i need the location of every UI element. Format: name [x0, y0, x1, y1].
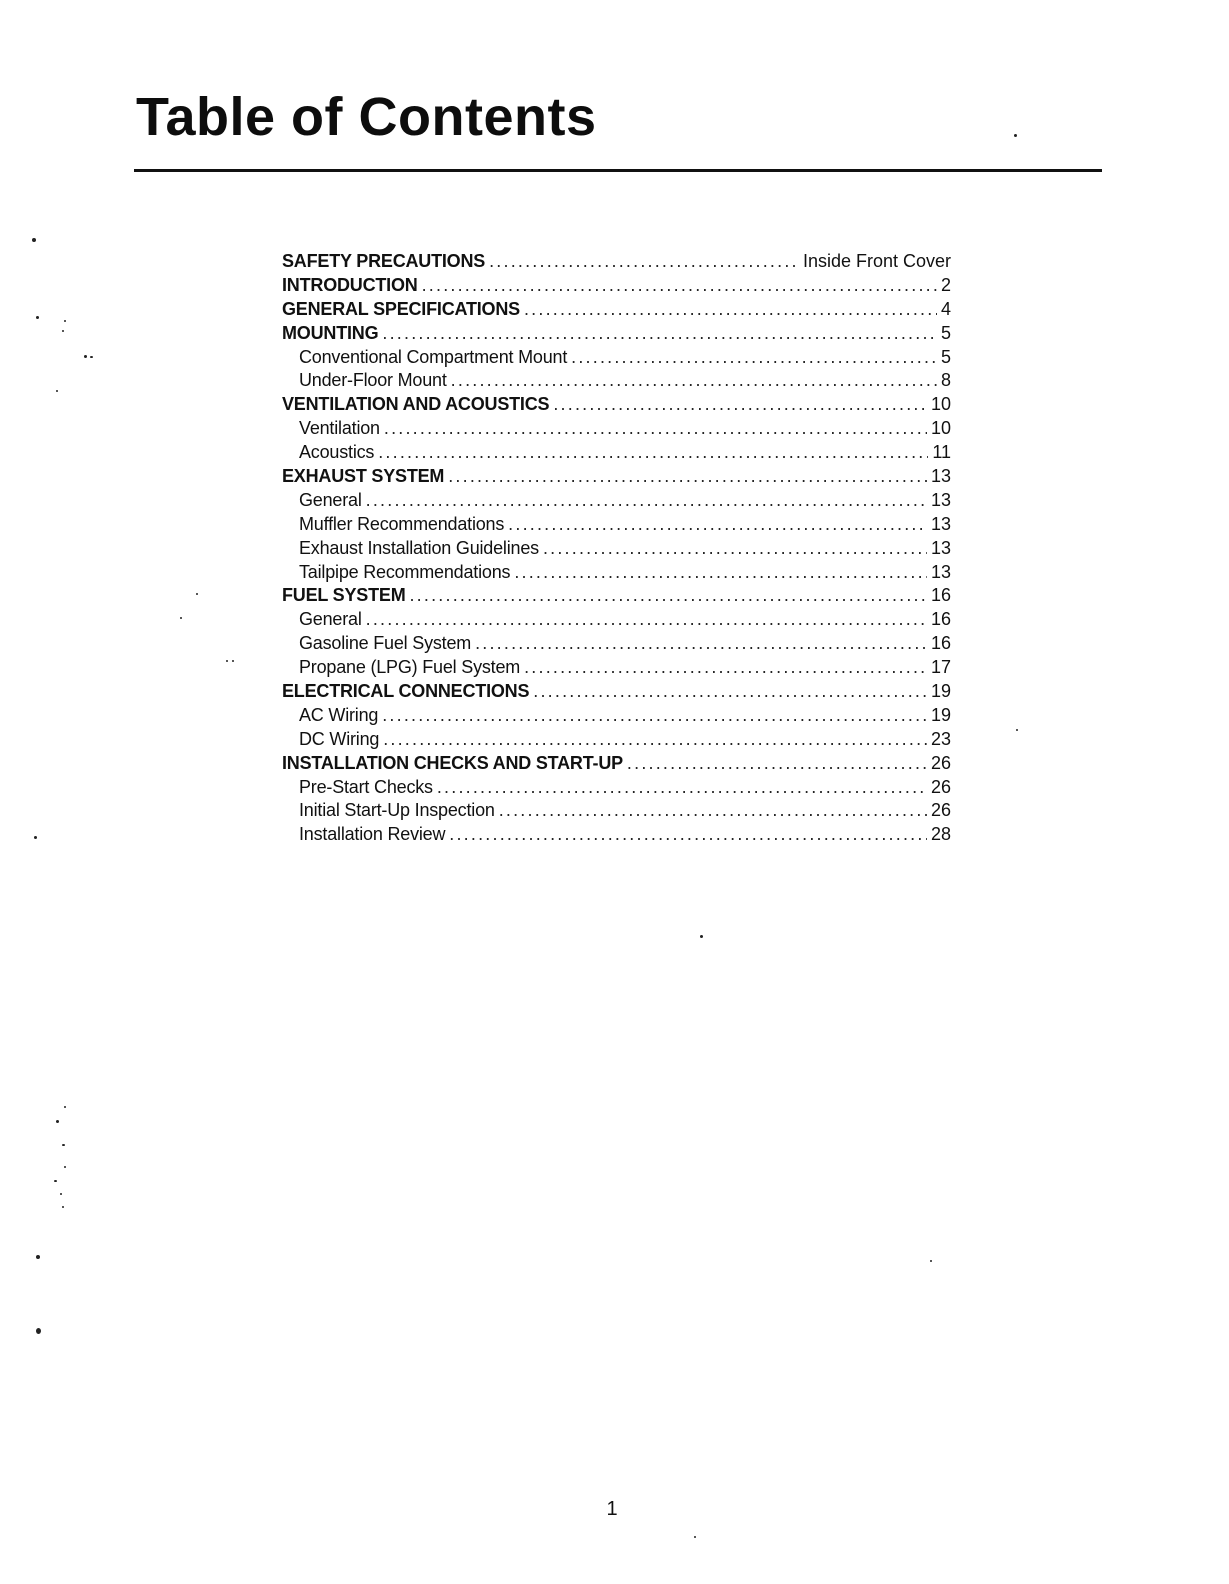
toc-entry-page: 4: [940, 298, 951, 319]
table-of-contents: [282, 250, 951, 847]
toc-entry-page: 16: [930, 585, 951, 606]
toc-entry-page: 16: [930, 609, 951, 630]
toc-subsection-entry: [282, 489, 951, 513]
scan-speck: [54, 1180, 57, 1182]
scan-speck: [56, 1120, 59, 1123]
scan-speck: [56, 390, 58, 392]
scan-speck: [60, 1193, 62, 1195]
toc-entry-label: Pre-Start Checks: [299, 776, 433, 797]
scan-speck: [64, 1166, 66, 1168]
toc-entry-label: Tailpipe Recommendations: [299, 561, 511, 582]
scan-speck: [694, 1536, 696, 1538]
toc-subsection-entry: [282, 346, 951, 370]
page-title: Table of Contents: [136, 87, 597, 147]
toc-entry-label: MOUNTING: [282, 322, 379, 343]
page-number: 1: [606, 1498, 618, 1520]
toc-entry-label: FUEL SYSTEM: [282, 585, 406, 606]
toc-entry-label: SAFETY PRECAUTIONS: [282, 251, 486, 271]
dot-leader: [524, 656, 927, 680]
scan-speck: [36, 1255, 40, 1259]
toc-entry-page: 28: [930, 824, 951, 845]
toc-entry-page: 17: [930, 657, 951, 678]
toc-entry-page: 13: [930, 489, 951, 510]
scan-speck: [32, 238, 36, 242]
toc-subsection-entry: [282, 608, 951, 632]
scan-speck: [90, 356, 93, 358]
toc-subsection-entry: [282, 561, 951, 585]
toc-entry-page: 13: [930, 513, 951, 534]
dot-leader: [489, 250, 799, 274]
scan-speck: [232, 660, 234, 662]
toc-entry-label: GENERAL SPECIFICATIONS: [282, 298, 520, 319]
toc-entry-label: Acoustics: [299, 442, 375, 463]
toc-entry-page: 23: [930, 728, 951, 749]
toc-entry-label: Initial Start-Up Inspection: [299, 800, 495, 821]
toc-section-entry: [282, 393, 951, 417]
toc-subsection-entry: [282, 441, 951, 465]
scan-speck: [36, 1328, 41, 1334]
scan-speck: [1016, 729, 1018, 731]
dot-leader: [382, 704, 927, 728]
scan-speck: [180, 617, 182, 619]
scan-speck: [62, 1206, 64, 1208]
toc-entry-label: DC Wiring: [299, 728, 380, 749]
toc-entry-label: Muffler Recommendations: [299, 513, 505, 534]
toc-entry-page: 5: [940, 346, 951, 367]
toc-entry-label: EXHAUST SYSTEM: [282, 466, 445, 487]
scan-speck: [1014, 134, 1017, 137]
toc-section-entry: [282, 274, 951, 298]
toc-entry-page: 19: [930, 681, 951, 702]
scan-speck: [930, 1260, 932, 1262]
toc-entry-page: 10: [930, 394, 951, 415]
toc-entry-page: 13: [930, 561, 951, 582]
toc-entry-label: Propane (LPG) Fuel System: [299, 657, 521, 678]
dot-leader: [571, 346, 937, 370]
dot-leader: [627, 752, 927, 776]
toc-entry-label: VENTILATION AND ACOUSTICS: [282, 394, 550, 415]
dot-leader: [382, 322, 937, 346]
toc-subsection-entry: [282, 537, 951, 561]
title-rule: [134, 169, 1102, 172]
scan-speck: [196, 593, 198, 595]
dot-leader: [543, 537, 927, 561]
toc-entry-label: Under-Floor Mount: [299, 370, 447, 391]
toc-entry-label: AC Wiring: [299, 704, 379, 725]
toc-subsection-entry: [282, 823, 951, 847]
dot-leader: [384, 417, 927, 441]
dot-leader: [449, 823, 927, 847]
toc-section-entry: [282, 250, 951, 274]
toc-subsection-entry: [282, 776, 951, 800]
toc-section-entry: [282, 584, 951, 608]
toc-entry-label: Conventional Compartment Mount: [299, 346, 568, 367]
dot-leader: [366, 489, 927, 513]
dot-leader: [437, 776, 927, 800]
toc-entry-label: INSTALLATION CHECKS AND START-UP: [282, 752, 623, 773]
dot-leader: [508, 513, 927, 537]
dot-leader: [499, 799, 927, 823]
dot-leader: [533, 680, 927, 704]
toc-section-entry: [282, 752, 951, 776]
toc-section-entry: [282, 322, 951, 346]
toc-entry-label: ELECTRICAL CONNECTIONS: [282, 681, 530, 702]
dot-leader: [422, 274, 937, 298]
toc-entry-page: 2: [940, 274, 951, 295]
dot-leader: [451, 369, 937, 393]
scan-speck: [226, 660, 228, 662]
toc-section-entry: [282, 298, 951, 322]
toc-subsection-entry: [282, 704, 951, 728]
scan-speck: [700, 935, 703, 938]
toc-entry-label: INTRODUCTION: [282, 274, 418, 295]
toc-entry-label: Exhaust Installation Guidelines: [299, 537, 539, 558]
scan-speck: [64, 320, 66, 322]
toc-subsection-entry: [282, 369, 951, 393]
toc-subsection-entry: [282, 417, 951, 441]
toc-entry-page: 11: [932, 442, 951, 463]
toc-entry-label: Installation Review: [299, 824, 446, 845]
dot-leader: [378, 441, 928, 465]
scan-speck: [84, 355, 87, 358]
toc-entry-label: General: [299, 489, 362, 510]
toc-entry-page: 16: [930, 633, 951, 654]
dot-leader: [553, 393, 927, 417]
toc-entry-page: 26: [930, 800, 951, 821]
toc-subsection-entry: [282, 728, 951, 752]
toc-entry-page: Inside Front Cover: [802, 251, 951, 271]
toc-entry-label: Ventilation: [299, 418, 380, 439]
toc-subsection-entry: [282, 632, 951, 656]
toc-entry-page: 13: [930, 466, 951, 487]
dot-leader: [514, 561, 927, 585]
toc-entry-page: 26: [930, 776, 951, 797]
toc-subsection-entry: [282, 656, 951, 680]
toc-section-entry: [282, 465, 951, 489]
toc-entry-label: General: [299, 609, 362, 630]
scan-speck: [62, 1144, 65, 1146]
dot-leader: [366, 608, 927, 632]
dot-leader: [409, 584, 926, 608]
toc-entry-page: 26: [930, 752, 951, 773]
dot-leader: [448, 465, 927, 489]
toc-entry-page: 5: [940, 322, 951, 343]
toc-subsection-entry: [282, 799, 951, 823]
toc-entry-label: Gasoline Fuel System: [299, 633, 472, 654]
toc-subsection-entry: [282, 513, 951, 537]
toc-entry-page: 13: [930, 537, 951, 558]
toc-entry-page: 19: [930, 704, 951, 725]
scan-speck: [34, 836, 37, 839]
dot-leader: [524, 298, 937, 322]
dot-leader: [383, 728, 927, 752]
toc-entry-page: 8: [940, 370, 951, 391]
dot-leader: [475, 632, 927, 656]
scan-speck: [64, 1106, 66, 1108]
scan-speck: [62, 330, 64, 332]
toc-section-entry: [282, 680, 951, 704]
scan-speck: [36, 316, 39, 319]
toc-entry-page: 10: [930, 418, 951, 439]
